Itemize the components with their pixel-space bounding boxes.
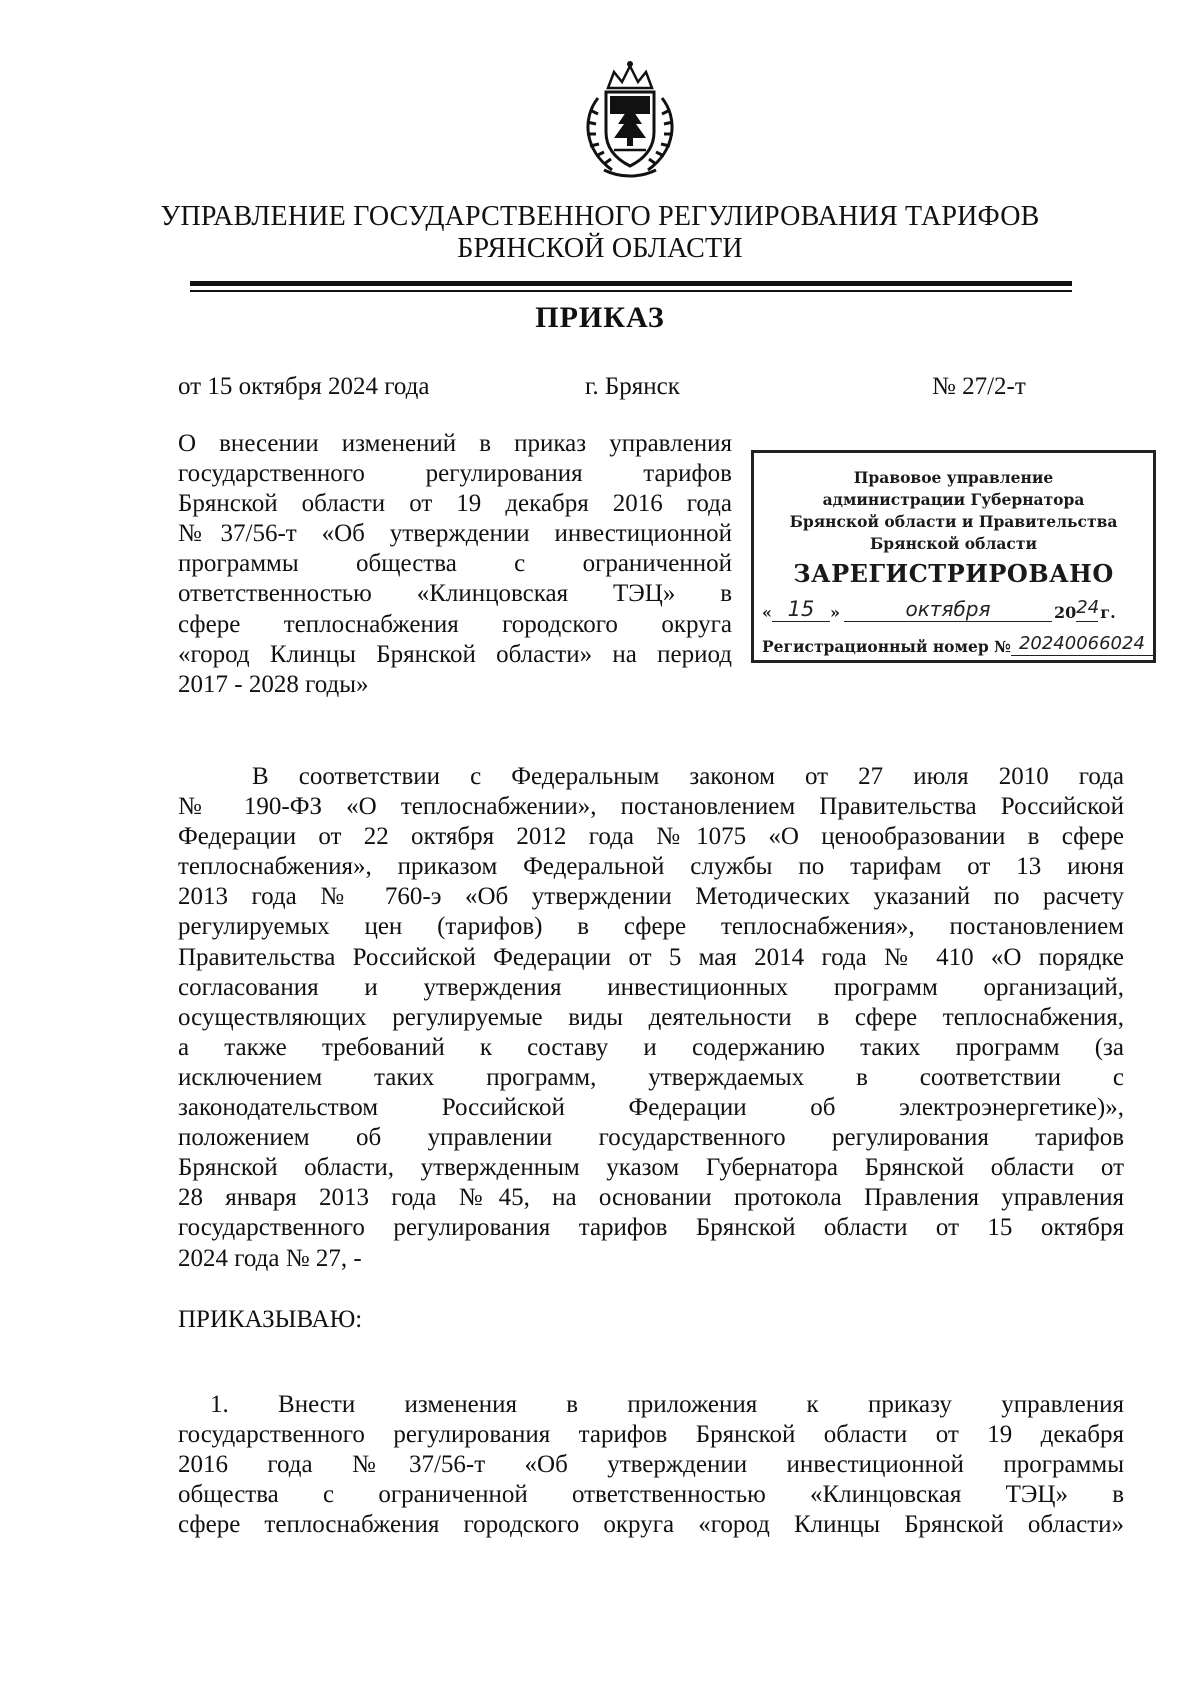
- order-item-line: 2016 года №37/56-т «Об утверждении инвестиционной программы: [178, 1451, 1124, 1479]
- preamble-line: Правительства Российской Федерации от 5 мая 2014 года № 410 «О порядке: [178, 943, 1124, 971]
- order-keyword-text: ПРИКАЗЫВАЮ:: [178, 1306, 363, 1333]
- preamble-line: осуществляющих регулируемые виды деятельности в сфере теплоснабжения,: [178, 1003, 1124, 1031]
- stamp-org-line: Правовое управление: [853, 468, 1054, 487]
- subject-line: сфере теплоснабжения городского округа: [178, 610, 732, 638]
- order-item-1: [178, 1390, 1124, 1540]
- stamp-quote-open: «: [762, 603, 772, 622]
- preamble-line: теплоснабжения», приказом Федеральной службы по тарифам от 13 июня: [178, 853, 1124, 881]
- preamble-paragraph: [178, 762, 1124, 1274]
- stamp-month-handwritten: октября: [844, 597, 1052, 622]
- organization-name-line2: БРЯНСКОЙ ОБЛАСТИ: [457, 233, 743, 264]
- subject-line: государственного регулирования тарифов: [178, 460, 732, 488]
- stamp-status: ЗАРЕГИСТРИРОВАНО: [793, 559, 1114, 588]
- subject-line: О внесении изменений в приказ управления: [178, 430, 732, 457]
- header-divider-thick: [190, 281, 1072, 286]
- preamble-line: законодательством Российской Федерации об электроэнергетике)»,: [178, 1094, 1124, 1122]
- subject-line: ответственностью «Клинцовская ТЭЦ» в: [178, 580, 732, 608]
- registration-stamp: [751, 450, 1156, 663]
- preamble-line: государственного регулирования тарифов Брянской области от 15 октября: [178, 1214, 1124, 1242]
- preamble-line: 2013 года № 760-э «Об утверждении Методических указаний по расчету: [178, 883, 1124, 911]
- order-item-line: общества с ограниченной ответственностью «Клинцовская ТЭЦ» в: [178, 1481, 1124, 1509]
- preamble-line: 2024 года № 27, -: [178, 1244, 362, 1272]
- subject-line: №37/56-т «Об утверждении инвестиционной: [178, 520, 732, 548]
- order-keyword: [178, 1305, 1124, 1335]
- preamble-line: Федерации от 22 октября 2012 года №1075 «О ценообразовании в сфере: [178, 823, 1124, 851]
- preamble-line: В соответствии с Федеральным законом от 27 июля 2010 года: [252, 763, 1124, 790]
- document-number: № 27/2-т: [932, 373, 1026, 400]
- preamble-line: Брянской области, утвержденным указом Губернатора Брянской области от: [178, 1154, 1124, 1182]
- stamp-organization: [754, 467, 1153, 555]
- order-item-line: сфере теплоснабжения городского округа «город Клинцы Брянской области»: [178, 1511, 1124, 1539]
- preamble-line: положением об управлении государственного регулирования тарифов: [178, 1124, 1124, 1152]
- stamp-quote-close: »: [830, 603, 840, 622]
- preamble-line: регулируемых цен (тарифов) в сфере теплоснабжения», постановлением: [178, 913, 1124, 941]
- stamp-org-line: администрации Губернатора: [822, 490, 1085, 509]
- preamble-line: 28 января 2013 года №45, на основании протокола Правления управления: [178, 1184, 1124, 1212]
- stamp-org-line: Брянской области и Правительства: [789, 512, 1118, 531]
- subject-line: 2017 - 2028 годы»: [178, 670, 369, 698]
- preamble-line: согласования и утверждения инвестиционных программ организаций,: [178, 973, 1124, 1001]
- document-type-title: ПРИКАЗ: [535, 301, 665, 334]
- stamp-year-prefix: 20: [1054, 603, 1077, 622]
- order-item-line: государственного регулирования тарифов Брянской области от 19 декабря: [178, 1421, 1124, 1449]
- stamp-registration-line: [762, 633, 1147, 661]
- subject-line: «город Клинцы Брянской области» на период: [178, 640, 732, 668]
- subject-line: программы общества с ограниченной: [178, 550, 732, 578]
- document-city: г. Брянск: [585, 373, 680, 400]
- order-item-line: 1. Внести изменения в приложения к приказу управления: [210, 1391, 1124, 1418]
- preamble-line: исключением таких программ, утверждаемых в соответствии с: [178, 1063, 1124, 1091]
- stamp-date-line: [762, 597, 1147, 627]
- stamp-org-line: Брянской области: [870, 534, 1037, 553]
- document-subject: [178, 429, 732, 700]
- stamp-day-handwritten: 15: [772, 597, 830, 622]
- header-divider-thin: [190, 290, 1072, 292]
- stamp-reg-label: Регистрационный номер №: [762, 637, 1011, 656]
- preamble-line: а также требований к составу и содержанию таких программ (за: [178, 1033, 1124, 1061]
- coat-of-arms-emblem: [568, 58, 692, 182]
- subject-line: Брянской области от 19 декабря 2016 года: [178, 490, 732, 518]
- preamble-line: № 190-ФЗ «О теплоснабжении», постановлением Правительства Российской: [178, 793, 1124, 821]
- stamp-year-handwritten: 24: [1076, 597, 1098, 622]
- organization-name-line1: УПРАВЛЕНИЕ ГОСУДАРСТВЕННОГО РЕГУЛИРОВАНИЯ ТАРИФОВ: [160, 201, 1040, 232]
- stamp-reg-number-handwritten: 20240066024: [1011, 633, 1153, 656]
- stamp-year-unit: г.: [1100, 603, 1116, 622]
- document-date: от 15 октября 2024 года: [178, 373, 430, 400]
